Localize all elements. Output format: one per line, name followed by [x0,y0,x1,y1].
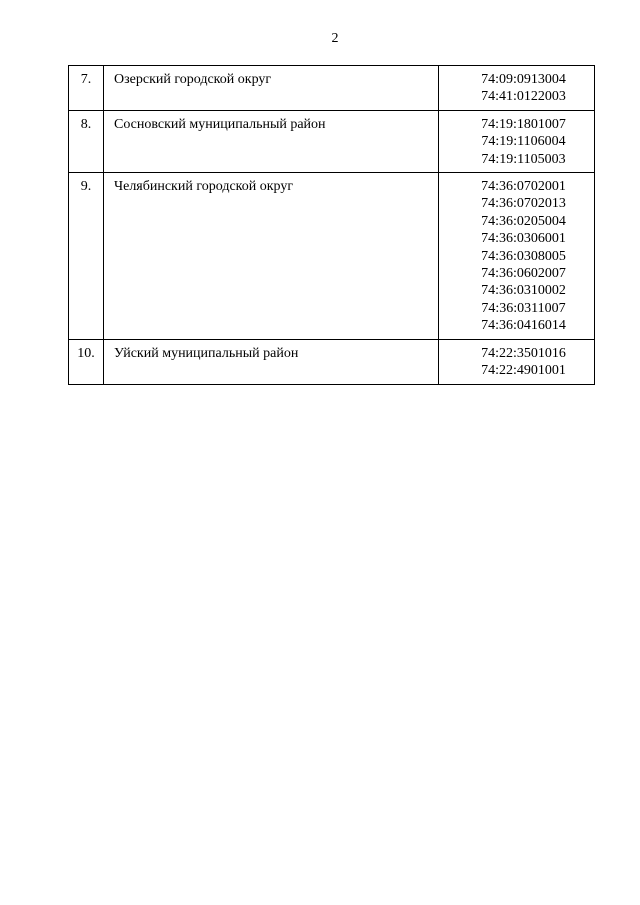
territory-table [68,65,595,385]
cadastral-code: 74:36:0702001 [481,179,566,195]
cadastral-codes [439,173,595,340]
row-number: 10. [69,339,104,384]
cadastral-code: 74:36:0310002 [481,283,566,299]
table-row [69,110,595,172]
row-number: 9. [69,173,104,340]
cadastral-codes [439,66,595,111]
cadastral-code: 74:36:0311007 [481,300,566,316]
cadastral-code: 74:19:1106004 [481,134,566,150]
cadastral-code: 74:36:0702013 [481,196,566,212]
table-row [69,339,595,384]
cadastral-code: 74:36:0308005 [481,248,566,264]
cadastral-code: 74:09:0913004 [481,72,566,87]
cadastral-codes [439,339,595,384]
row-number: 8. [69,110,104,172]
territory-name: Челябинский городской округ [104,173,439,340]
cadastral-code: 74:36:0205004 [481,213,566,229]
territory-name: Озерский городской округ [104,66,439,111]
cadastral-code: 74:22:4901001 [481,363,566,379]
cadastral-code: 74:36:0306001 [481,231,566,247]
cadastral-code: 74:36:0602007 [481,266,566,282]
cadastral-code: 74:22:3501016 [481,345,566,361]
cadastral-code: 74:41:0122003 [481,89,566,105]
cadastral-codes [439,110,595,172]
cadastral-code: 74:36:0416014 [481,318,566,334]
row-number: 7. [69,66,104,111]
table-row [69,66,595,111]
table-row [69,173,595,340]
cadastral-code: 74:19:1105003 [481,151,566,167]
cadastral-code: 74:19:1801007 [481,116,566,132]
territory-name: Уйский муниципальный район [104,339,439,384]
page-number: 2 [331,31,339,46]
territory-name: Сосновский муниципальный район [104,110,439,172]
